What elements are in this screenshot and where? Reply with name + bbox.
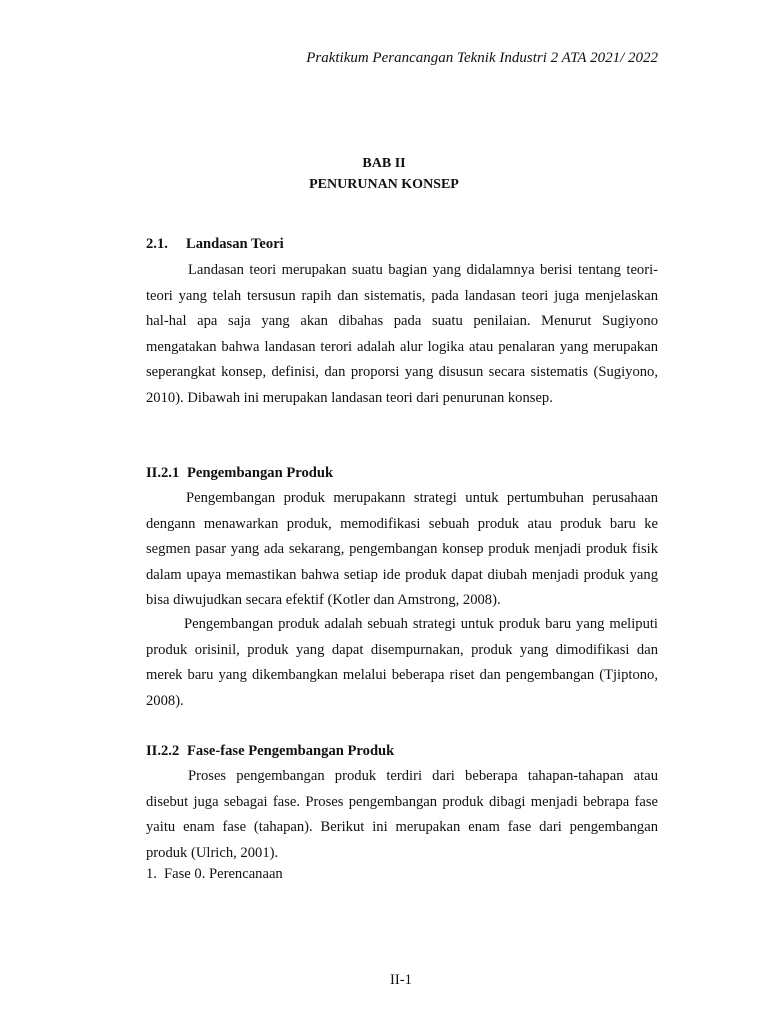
section-title: Fase-fase Pengembangan Produk	[187, 743, 395, 759]
section-number: II.2.2	[146, 743, 180, 759]
section-number: 2.1.	[146, 236, 168, 252]
section-heading-pengembangan-produk	[146, 465, 333, 482]
chapter-label: BAB II	[362, 156, 406, 171]
section-number: II.2.1	[146, 465, 180, 481]
running-header: Praktikum Perancangan Teknik Industri 2 ATA 2021/ 2022	[306, 50, 658, 66]
paragraph-pengembangan-produk-1: Pengembangan produk merupakann strategi untuk pertumbuhan perusahaan dengann menawarkan produk, memodifikasi sebuah produk atau produk baru ke segmen pasar yang ada sekarang, pengembangan konsep produk menjadi produk fisik dalam upaya memastikan bahwa setiap ide produk dapat diubah menjadi produk yang bisa diwujudkan secara efektif (Kotler dan Amstrong, 2008).	[146, 490, 658, 608]
section-heading-fase-pengembangan	[146, 743, 394, 760]
list-marker: 1.	[146, 866, 157, 882]
paragraph-landasan-teori: Landasan teori merupakan suatu bagian yang didalamnya berisi tentang teori-teori yang telah tersusun rapih dan sistematis, pada landasan teori juga menjelaskan hal-hal apa saja yang akan dibahas pada suatu penilaian. Menurut Sugiyono mengatakan bahwa landasan terori adalah alur logika atau penalaran yang merupakan seperangkat konsep, definisi, dan proporsi yang disusun secara sistematis (Sugiyono, 2010). Dibawah ini merupakan landasan teori dari penurunan konsep.	[146, 262, 658, 406]
chapter-title: PENURUNAN KONSEP	[309, 177, 459, 192]
paragraph-pengembangan-produk-2: Pengembangan produk adalah sebuah strategi untuk produk baru yang meliputi produk orisinil, produk yang dapat disempurnakan, produk yang dimodifikasi dan merek baru yang dikembangkan melalui beberapa riset dan pengembangan (Tjiptono, 2008).	[146, 616, 658, 709]
list-text: Fase 0. Perencanaan	[164, 866, 283, 882]
section-title: Landasan Teori	[186, 236, 284, 252]
section-heading-landasan-teori	[146, 236, 284, 253]
list-item	[146, 866, 283, 883]
page-number: II-1	[390, 972, 412, 988]
paragraph-fase-pengembangan: Proses pengembangan produk terdiri dari beberapa tahapan-tahapan atau disebut juga sebagai fase. Proses pengembangan produk dibagi menjadi bebrapa fase yaitu enam fase (tahapan). Berikut ini merupakan enam fase dari pengembangan produk (Ulrich, 2001).	[146, 768, 658, 861]
section-title: Pengembangan Produk	[187, 465, 334, 481]
